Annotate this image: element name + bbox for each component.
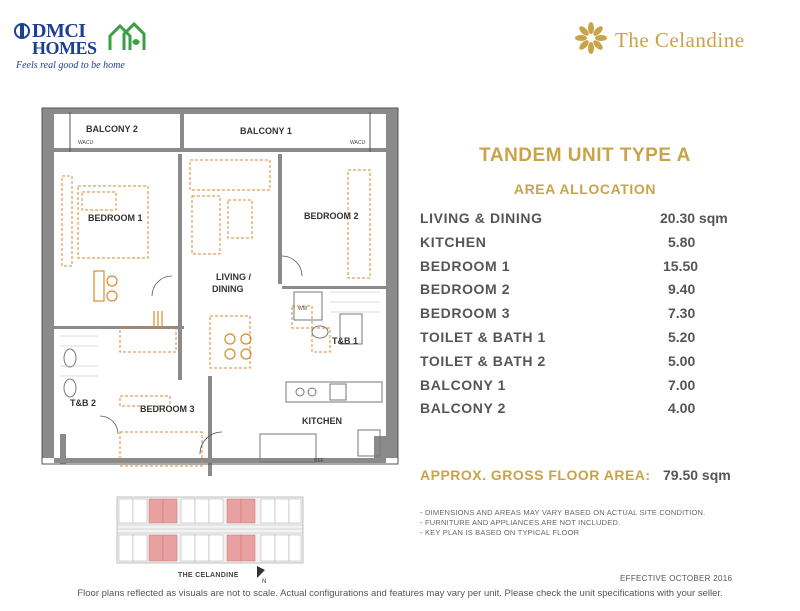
dmci-homes-logo	[14, 14, 174, 74]
homes-wordmark: HOMES	[32, 38, 97, 58]
area-value: 5.20	[668, 328, 696, 345]
area-row	[420, 303, 750, 327]
flower-icon	[575, 22, 607, 54]
label-wacu-left: WACU	[78, 140, 94, 146]
area-row	[420, 279, 750, 303]
area-label: BEDROOM 2	[420, 281, 511, 298]
footer-disclaimer: Floor plans reflected as visuals are not to scale. Actual configurations and features may vary per unit. Please check the unit specifications with your seller.	[77, 588, 723, 599]
note-item: - FURNITURE AND APPLIANCES ARE NOT INCLUDED.	[420, 518, 621, 527]
north-label: N	[262, 579, 267, 584]
area-value: 5.00	[668, 352, 696, 369]
north-arrow-icon	[253, 564, 269, 584]
notes-list	[420, 508, 780, 538]
key-plan	[115, 495, 305, 565]
area-label: BALCONY 2	[420, 400, 507, 417]
area-row	[420, 398, 750, 422]
area-value: 7.30	[668, 305, 696, 322]
house-icon	[106, 20, 146, 54]
area-row	[420, 351, 750, 375]
area-label: TOILET & BATH 2	[420, 352, 546, 369]
gross-floor-area-label: APPROX. GROSS FLOOR AREA:	[420, 467, 651, 483]
effective-date: EFFECTIVE OCTOBER 2016	[620, 574, 733, 583]
area-value: 15.50	[663, 257, 699, 274]
area-label: LIVING & DINING	[420, 210, 543, 226]
key-plan-label: THE CELANDINE	[178, 572, 239, 579]
label-ref: REF	[314, 458, 324, 464]
unit-title: TANDEM UNIT TYPE A	[479, 145, 691, 166]
celandine-logo	[575, 22, 790, 56]
area-allocation-table	[420, 208, 750, 422]
area-row	[420, 208, 750, 232]
area-value: 20.30 sqm	[660, 210, 728, 226]
gross-floor-area-value: 79.50 sqm	[663, 467, 731, 483]
label-wm: WM	[298, 306, 307, 312]
dmci-mark-icon	[14, 20, 30, 42]
area-value: 4.00	[668, 400, 696, 417]
label-tb-1: T&B 1	[332, 336, 359, 346]
label-bedroom-3: BEDROOM 3	[140, 404, 195, 414]
area-row	[420, 327, 750, 351]
note-item: - DIMENSIONS AND AREAS MAY VARY BASED ON ACTUAL SITE CONDITION.	[420, 508, 706, 517]
dmci-wordmark: DMCI	[32, 20, 86, 42]
label-kitchen: KITCHEN	[302, 416, 342, 426]
label-balcony-2: BALCONY 2	[86, 124, 138, 134]
area-label: KITCHEN	[420, 233, 487, 250]
label-dining: DINING	[212, 284, 244, 294]
area-label: BEDROOM 3	[420, 305, 511, 322]
label-living: LIVING /	[216, 272, 252, 282]
area-label: BALCONY 1	[420, 376, 507, 393]
celandine-wordmark: The Celandine	[615, 28, 745, 52]
area-row	[420, 375, 750, 399]
note-item: - KEY PLAN IS BASED ON TYPICAL FLOOR	[420, 528, 580, 537]
label-tb-2: T&B 2	[70, 398, 97, 408]
area-label: TOILET & BATH 1	[420, 328, 546, 345]
area-allocation-heading: AREA ALLOCATION	[513, 181, 657, 197]
label-bedroom-2: BEDROOM 2	[304, 211, 359, 221]
label-wacu-right: WACU	[350, 140, 366, 146]
area-row	[420, 256, 750, 280]
area-row	[420, 232, 750, 256]
label-balcony-1: BALCONY 1	[240, 126, 292, 136]
area-label: BEDROOM 1	[420, 257, 511, 274]
area-value: 5.80	[668, 233, 696, 250]
label-bedroom-1: BEDROOM 1	[88, 213, 143, 223]
floor-plan	[40, 96, 400, 488]
area-value: 9.40	[668, 281, 696, 298]
dmci-tagline: Feels real good to be home	[16, 60, 125, 71]
area-value: 7.00	[668, 376, 696, 393]
